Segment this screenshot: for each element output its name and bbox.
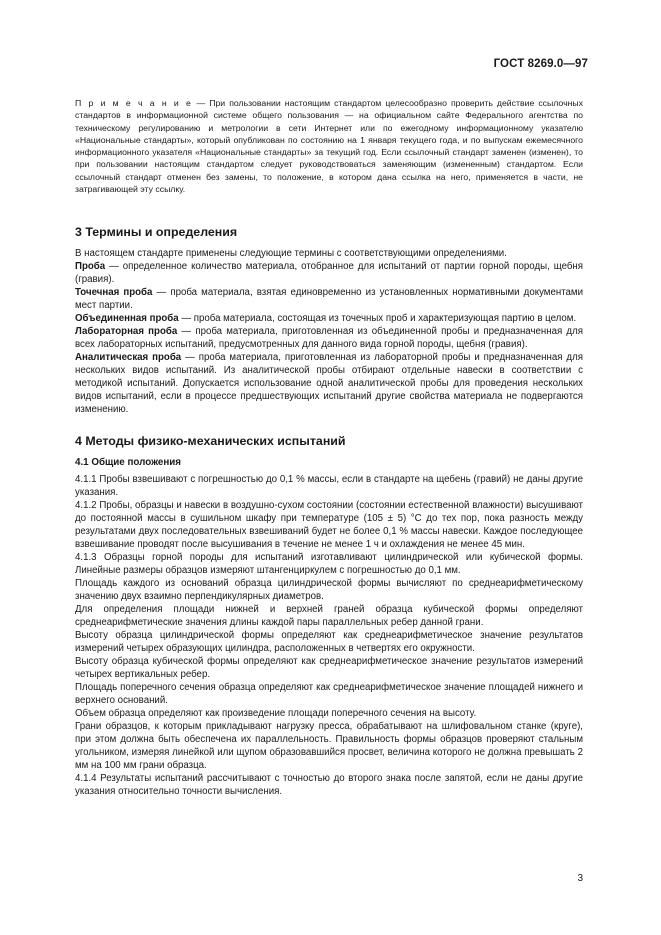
term-text: — определенное количество материала, отобранное для испытаний от партии горной породы, щебня (гравия). (75, 261, 583, 286)
terms-list (75, 260, 583, 416)
body-paragraph: Для определения площади нижней и верхней граней образца кубической формы определяют среднеарифметические значения длины каждой пары параллельных ребер данной грани. (75, 604, 583, 629)
section-4-paragraphs (75, 473, 583, 798)
term-name: Аналитическая проба (75, 352, 182, 364)
term-definition (75, 351, 583, 416)
term-text: — проба материала, приготовленная из объединенной пробы и предназначенная для всех лабораторных испытаний, предусмотренных для данного вида горной породы, щебня (гравия). (75, 326, 583, 351)
term-name: Объединенная проба (75, 313, 179, 325)
term-definition (75, 286, 583, 312)
term-definition (75, 312, 583, 325)
page-content (75, 97, 583, 798)
note-label: П р и м е ч а н и е (75, 98, 193, 108)
section-4 (75, 434, 583, 798)
note-paragraph (75, 97, 583, 195)
term-text: — проба материала, приготовленная из лабораторной пробы и предназначенная для нескольких видов испытаний. Из аналитической пробы отбирают отдельные навески в соответствии с методикой испытаний. Допускается использование одной аналитической пробы для проведения нескольких видов испытаний, если в процессе предшествующих испытаний другие свойства материала не подвергаются изменению. (75, 352, 583, 416)
document-code: ГОСТ 8269.0—97 (493, 58, 588, 70)
body-paragraph: Высоту образца кубической формы определяют как среднеарифметическое значение результатов измерений четырех вертикальных ребер. (75, 656, 583, 681)
body-paragraph: Объем образца определяют как произведение площади поперечного сечения на высоту. (75, 708, 477, 720)
body-paragraph: Высоту образца цилиндрической формы определяют как среднеарифметическое значение результатов измерений четырех образующих цилиндра, расположенных в четвертях его окружности. (75, 630, 583, 655)
body-paragraph: Площадь поперечного сечения образца определяют как среднеарифметическое значение площадей нижнего и верхнего оснований. (75, 682, 583, 707)
term-name: Проба (75, 261, 106, 273)
page-number: 3 (577, 873, 583, 884)
term-text: — проба материала, взятая единовременно из установленных нормативными документами мест партии. (75, 287, 583, 312)
term-name: Точечная проба (75, 287, 153, 299)
body-paragraph: 4.1.4 Результаты испытаний рассчитывают с точностью до второго знака после запятой, если не даны другие указания относительно точности вычисления. (75, 773, 583, 798)
term-definition (75, 260, 583, 286)
section-4-title: 4 Методы физико-механических испытаний (75, 434, 346, 449)
term-definition (75, 325, 583, 351)
section-3-intro: В настоящем стандарте применены следующие термины с соответствующими определениями. (75, 248, 507, 260)
term-text: — проба материала, состоящая из точечных проб и характеризующая партию в целом. (178, 313, 577, 325)
section-3 (75, 225, 583, 416)
note-text: — При пользовании настоящим стандартом целесообразно проверить действие ссылочных стандартов в информационной системе общего пользования — на официальном сайте Федерального агентства по техническому регулированию и метрологии в сети Интернет или по ежегодному информационному указателю «Национальные стандарты», который опубликован по состоянию на 1 января текущего года, и по выпускам ежемесячного информационного указателя «Национальные стандарты» за текущий год. Если ссылочный стандарт заменен (изменен), то при пользовании настоящим стандартом следует руководствоваться заменяющим (измененным) стандартом. Если ссылочный стандарт отменен без замены, то положение, в котором дана ссылка на него, применяется в части, не затрагивающей эту ссылку. (75, 98, 583, 195)
body-paragraph: 4.1.2 Пробы, образцы и навески в воздушно-сухом состоянии (состоянии естественной влажности) высушивают до постоянной массы в сушильном шкафу при температуре (105 ± 5) °С до тех пор, пока разность между результатами двух последовательных взвешиваний будет не более 0,1 % массы навески. Каждое последующее взвешивание проводят после высушивания в течение не менее 1 ч и охлаждения не менее 45 мин. (75, 500, 583, 551)
body-paragraph: 4.1.3 Образцы горной породы для испытаний изготавливают цилиндрической или кубической формы. Линейные размеры образцов измеряют штангенциркулем с погрешностью до 0,1 мм. (75, 552, 583, 577)
body-paragraph: Грани образцов, к которым прикладывают нагрузку пресса, обрабатывают на шлифовальном станке (круге), при этом должна быть обеспечена их параллельность. Правильность формы образцов проверяют стальным угольником, измеряя линейкой или щупом образовавшийся просвет, величина которого не должна превышать 2 мм на 100 мм грани образца. (75, 721, 583, 772)
term-name: Лабораторная проба (75, 326, 178, 338)
body-paragraph: 4.1.1 Пробы взвешивают с погрешностью до 0,1 % массы, если в стандарте на щебень (гравий) не даны другие указания. (75, 474, 583, 499)
body-paragraph: Площадь каждого из оснований образца цилиндрической формы вычисляют по среднеарифметическому значению двух взаимно перпендикулярных диаметров. (75, 578, 583, 603)
subsection-4-1-title: 4.1 Общие положения (75, 457, 182, 469)
section-3-title: 3 Термины и определения (75, 225, 238, 240)
